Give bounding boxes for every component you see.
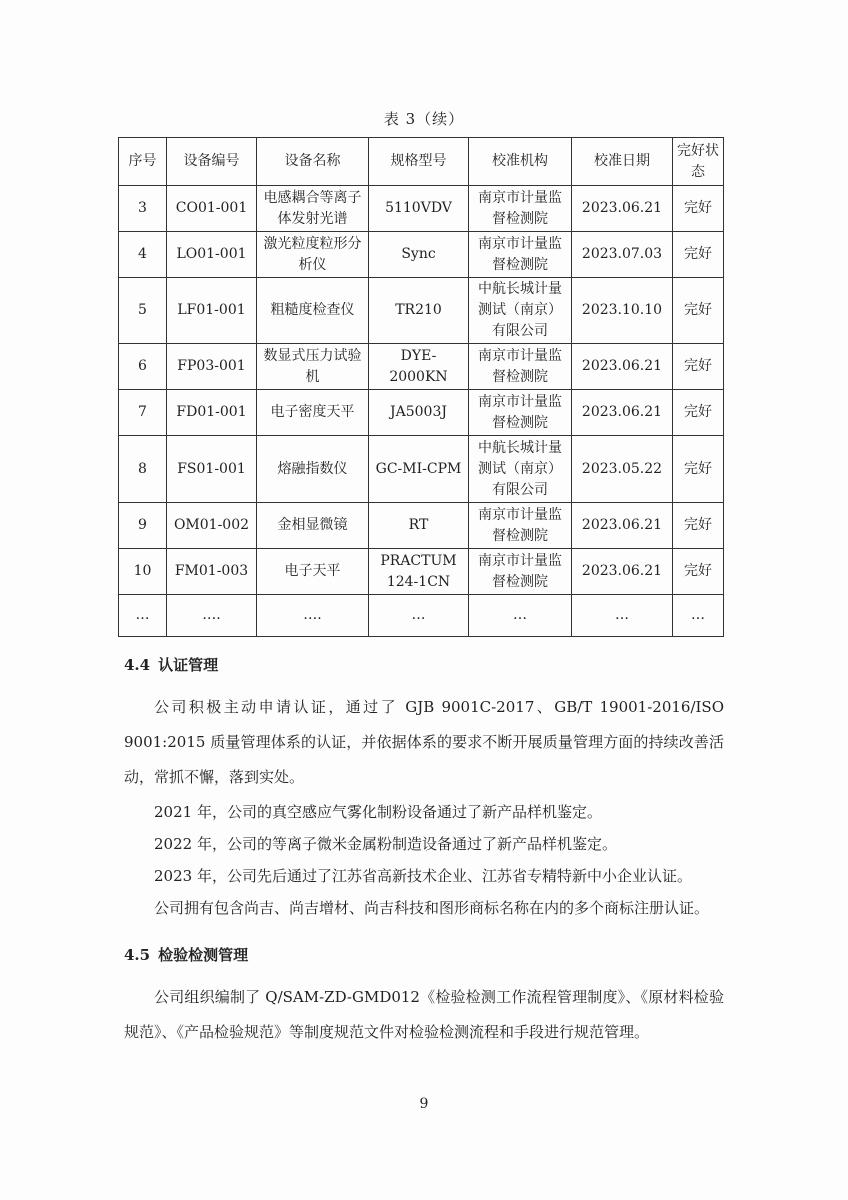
cell-model: GC-MI-CPM [369, 436, 469, 503]
cell-institution: 南京市计量监督检测院 [469, 232, 572, 278]
header-date: 校准日期 [572, 138, 673, 186]
cell-index: 7 [119, 390, 167, 436]
section-title: 认证管理 [158, 656, 219, 674]
cell-institution: 南京市计量监督检测院 [469, 390, 572, 436]
table-caption: 表 3（续） [383, 110, 465, 128]
table-row [119, 390, 724, 436]
page-number: 9 [419, 1096, 429, 1112]
paragraph: 公司积极主动申请认证，通过了 GJB 9001C-2017、GB/T 19001-2016/ISO 9001:2015 质量管理体系的认证，并依据体系的要求不断开展质量管理方面的持续改善活动，常抓不懈，落到实处。 [124, 698, 724, 786]
table-row [119, 595, 724, 637]
cell-index: 6 [119, 344, 167, 390]
table-row [119, 232, 724, 278]
paragraph: 2021 年，公司的真空感应气雾化制粉设备通过了新产品样机鉴定。 [154, 803, 602, 821]
cell-status: 完好 [673, 503, 724, 549]
cell-index: … [119, 595, 167, 637]
cell-model: Sync [369, 232, 469, 278]
cell-status: … [673, 595, 724, 637]
cell-device-id: LO01-001 [167, 232, 257, 278]
cell-status: 完好 [673, 436, 724, 503]
cell-device-name: …. [257, 595, 369, 637]
cell-device-name: 数显式压力试验机 [257, 344, 369, 390]
section-number: 4.5 [124, 946, 151, 964]
cell-device-id: FD01-001 [167, 390, 257, 436]
cell-device-id: …. [167, 595, 257, 637]
cell-model: … [369, 595, 469, 637]
cell-index: 4 [119, 232, 167, 278]
table-row [119, 436, 724, 503]
cell-date: … [572, 595, 673, 637]
cell-device-name: 熔融指数仪 [257, 436, 369, 503]
cell-device-id: CO01-001 [167, 186, 257, 232]
header-device-name: 设备名称 [257, 138, 369, 186]
cell-device-name: 电子密度天平 [257, 390, 369, 436]
cell-model: JA5003J [369, 390, 469, 436]
cell-institution: 中航长城计量测试（南京）有限公司 [469, 436, 572, 503]
paragraph: 2023 年，公司先后通过了江苏省高新技术企业、江苏省专精特新中小企业认证。 [154, 867, 692, 885]
cell-status: 完好 [673, 278, 724, 344]
header-index: 序号 [119, 138, 167, 186]
cell-date: 2023.10.10 [572, 278, 673, 344]
cell-model: DYE-2000KN [369, 344, 469, 390]
cell-device-id: FP03-001 [167, 344, 257, 390]
table-row [119, 549, 724, 595]
paragraph: 公司组织编制了 Q/SAM-ZD-GMD012《检验检测工作流程管理制度》、《原材料检验规范》、《产品检验规范》等制度规范文件对检验检测流程和手段进行规范管理。 [124, 988, 724, 1041]
header-model: 规格型号 [369, 138, 469, 186]
table-row [119, 278, 724, 344]
table-row [119, 186, 724, 232]
section-title: 检验检测管理 [158, 946, 249, 964]
equipment-table [118, 137, 724, 637]
cell-index: 9 [119, 503, 167, 549]
cell-index: 10 [119, 549, 167, 595]
table-row [119, 503, 724, 549]
cell-model: 5110VDV [369, 186, 469, 232]
cell-model: RT [369, 503, 469, 549]
cell-status: 完好 [673, 344, 724, 390]
table-row [119, 344, 724, 390]
cell-device-name: 电感耦合等离子体发射光谱 [257, 186, 369, 232]
cell-institution: … [469, 595, 572, 637]
header-device-id: 设备编号 [167, 138, 257, 186]
paragraph: 公司拥有包含尚吉、尚吉增材、尚吉科技和图形商标名称在内的多个商标注册认证。 [154, 899, 710, 917]
cell-device-name: 金相显微镜 [257, 503, 369, 549]
paragraph: 2022 年，公司的等离子微米金属粉制造设备通过了新产品样机鉴定。 [154, 835, 617, 853]
cell-date: 2023.06.21 [572, 186, 673, 232]
cell-status: 完好 [673, 549, 724, 595]
section-4-4-heading [124, 654, 218, 675]
cell-model: TR210 [369, 278, 469, 344]
cell-institution: 南京市计量监督检测院 [469, 186, 572, 232]
cell-date: 2023.06.21 [572, 344, 673, 390]
cell-date: 2023.06.21 [572, 390, 673, 436]
cell-institution: 南京市计量监督检测院 [469, 344, 572, 390]
header-status: 完好状态 [673, 138, 724, 186]
cell-device-id: OM01-002 [167, 503, 257, 549]
cell-index: 5 [119, 278, 167, 344]
section-number: 4.4 [124, 656, 151, 674]
cell-index: 8 [119, 436, 167, 503]
cell-institution: 中航长城计量测试（南京）有限公司 [469, 278, 572, 344]
cell-date: 2023.06.21 [572, 503, 673, 549]
cell-device-name: 电子天平 [257, 549, 369, 595]
cell-institution: 南京市计量监督检测院 [469, 503, 572, 549]
cell-device-name: 激光粒度粒形分析仪 [257, 232, 369, 278]
cell-date: 2023.05.22 [572, 436, 673, 503]
header-institution: 校准机构 [469, 138, 572, 186]
cell-status: 完好 [673, 186, 724, 232]
table-header-row [119, 138, 724, 186]
cell-device-id: FM01-003 [167, 549, 257, 595]
cell-status: 完好 [673, 390, 724, 436]
cell-status: 完好 [673, 232, 724, 278]
cell-date: 2023.06.21 [572, 549, 673, 595]
cell-date: 2023.07.03 [572, 232, 673, 278]
cell-device-id: LF01-001 [167, 278, 257, 344]
cell-index: 3 [119, 186, 167, 232]
cell-device-name: 粗糙度检查仪 [257, 278, 369, 344]
section-4-5-heading [124, 944, 248, 965]
cell-model: PRACTUM 124-1CN [369, 549, 469, 595]
cell-institution: 南京市计量监督检测院 [469, 549, 572, 595]
cell-device-id: FS01-001 [167, 436, 257, 503]
